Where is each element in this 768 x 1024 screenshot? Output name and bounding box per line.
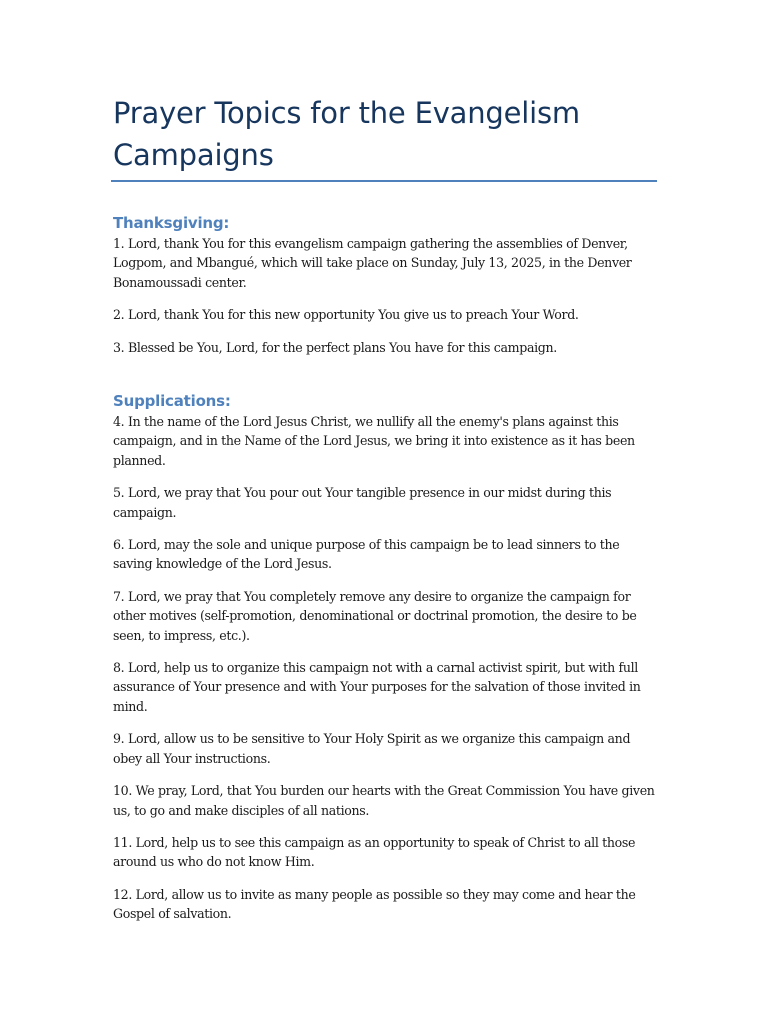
prayer-item: 6. Lord, may the sole and unique purpose of this campaign be to lead sinners to the saving knowledge of the Lord Jesus. xyxy=(113,537,620,572)
prayer-item: 11. Lord, help us to see this campaign as an opportunity to speak of Christ to all those around us who do not know Him. xyxy=(113,834,636,870)
prayer-item: 2. Lord, thank You for this new opportunity You give us to preach Your Word. xyxy=(113,307,579,323)
prayer-item: 10. We pray, Lord, that You burden our hearts with the Great Commission You have given us, to go and make disciples of all nations. xyxy=(113,783,655,818)
prayer-item: 8. Lord, help us to organize this campaign not with a carnal activist spirit, but with full assurance of Your presence and with Your purposes for the salvation of those invited in mind. xyxy=(113,660,641,714)
thanksgiving-section xyxy=(113,213,658,370)
prayer-item: 5. Lord, we pray that You pour out Your tangible presence in our midst during this campaign. xyxy=(113,485,612,520)
prayer-item: 12. Lord, allow us to invite as many people as possible so they may come and hear the Gospel of salvation. xyxy=(113,886,636,922)
prayer-item: 1. Lord, thank You for this evangelism campaign gathering the assemblies of Denver, Logpom, and Mbangué, which will take place on Sunday, July 13, 2025, in the Denver Bonamoussadi center. xyxy=(113,236,632,290)
thanksgiving-heading: Thanksgiving: xyxy=(113,214,230,232)
supplications-section xyxy=(113,391,658,937)
page-title: Prayer Topics for the Evangelism Campaigns xyxy=(113,96,580,172)
supplications-heading: Supplications: xyxy=(113,392,231,410)
prayer-item: 3. Blessed be You, Lord, for the perfect plans You have for this campaign. xyxy=(113,339,557,355)
prayer-item: 9. Lord, allow us to be sensitive to Your Holy Spirit as we organize this campaign and obey all Your instructions. xyxy=(113,731,631,766)
prayer-item: 4. In the name of the Lord Jesus Christ, we nullify all the enemy's plans against this campaign, and in the Name of the Lord Jesus, we bring it into existence as it has been planned. xyxy=(113,414,635,468)
prayer-item: 7. Lord, we pray that You completely remove any desire to organize the campaign for other motives (self-promotion, denominational or doctrinal promotion, the desire to be seen, to impress, etc.). xyxy=(113,588,637,643)
title-underline xyxy=(111,180,657,182)
